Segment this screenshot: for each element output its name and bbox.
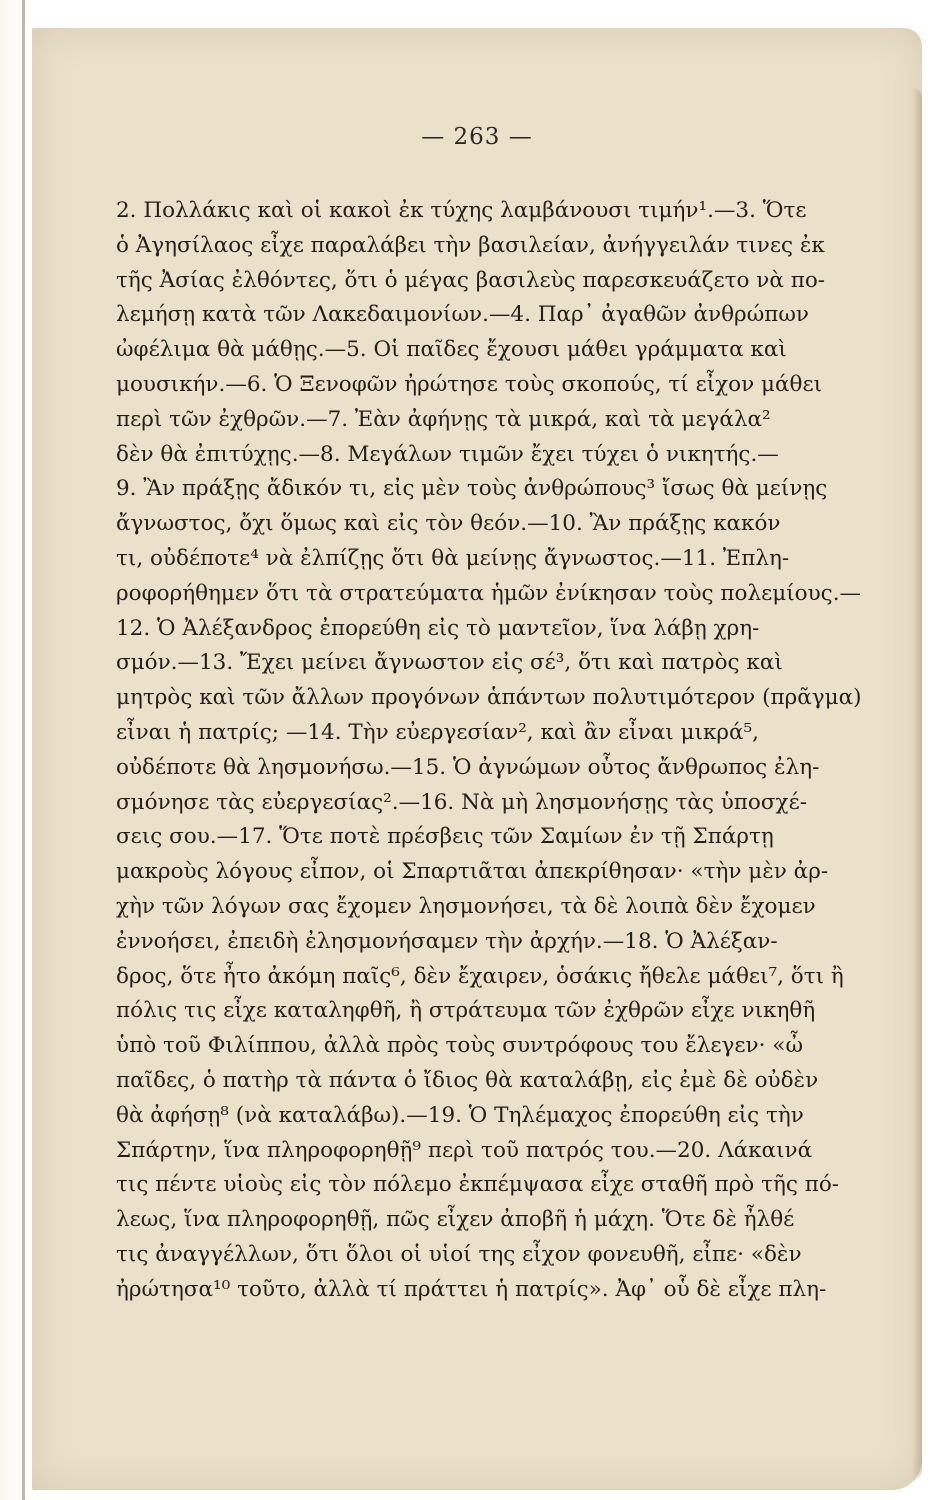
book-page [32, 28, 922, 1490]
text-line: μουσικήν.—6. Ὁ Ξενοφῶν ἠρώτησε τοὺς σκοπούς, τί εἶχον μάθει [116, 371, 823, 397]
text-line: περὶ τῶν ἐχθρῶν.—7. Ἐὰν ἀφήνῃς τὰ μικρά, καὶ τὰ μεγάλα² [116, 406, 771, 432]
text-line: ἐννοήσει, ἐπειδὴ ἐλησμονήσαμεν τὴν ἀρχήν.—18. Ὁ Ἀλέξαν- [116, 928, 778, 954]
text-line: δρος, ὅτε ἦτο ἀκόμη παῖς⁶, δὲν ἔχαιρεν, ὁσάκις ἤθελε μάθει⁷, ὅτι ἢ [116, 963, 844, 989]
gutter-shadow-line [22, 0, 25, 1500]
text-line: λεως, ἵνα πληροφορηθῇ, πῶς εἶχεν ἀποβῆ ἡ μάχη. Ὅτε δὲ ἦλθέ [116, 1207, 795, 1233]
text-line: τι, οὐδέποτε⁴ νὰ ἐλπίζῃς ὅτι θὰ μείνῃς ἄγνωστος.—11. Ἐπλη- [116, 545, 790, 571]
text-line: λεμήσῃ κατὰ τῶν Λακεδαιμονίων.—4. Παρ᾽ ἀγαθῶν ἀνθρώπων [116, 302, 809, 328]
body-text [116, 194, 896, 1308]
text-line: δὲν θὰ ἐπιτύχῃς.—8. Μεγάλων τιμῶν ἔχει τύχει ὁ νικητής.— [116, 441, 779, 467]
text-line: 2. Πολλάκις καὶ οἱ κακοὶ ἐκ τύχης λαμβάνουσι τιμήν¹.—3. Ὅτε [116, 198, 807, 223]
text-line: ὠφέλιμα θὰ μάθῃς.—5. Οἱ παῖδες ἔχουσι μάθει γράμματα καὶ [116, 337, 787, 363]
book-binding-gutter [0, 0, 30, 1500]
text-line: σμόν.—13. Ἔχει μείνει ἄγνωστον εἰς σέ³, ὅτι καὶ πατρὸς καὶ [116, 650, 783, 676]
text-line: ἄγνωστος, ὄχι ὅμως καὶ εἰς τὸν θεόν.—10. Ἂν πράξῃς κακόν [116, 511, 781, 537]
text-line: εἶναι ἡ πατρίς; —14. Τὴν εὐεργεσίαν², καὶ ἂν εἶναι μικρά⁵, [116, 719, 759, 745]
text-line: 9. Ἂν πράξῃς ἄδικόν τι, εἰς μὲν τοὺς ἀνθρώπους³ ἴσως θὰ μείνῃς [116, 476, 828, 502]
text-line: μακροὺς λόγους εἶπον, οἱ Σπαρτιᾶται ἀπεκρίθησαν· «τὴν μὲν ἀρ- [116, 859, 829, 885]
text-line: ὁ Ἀγησίλαος εἶχε παραλάβει τὴν βασιλείαν, ἀνήγγειλάν τινες ἐκ [116, 232, 825, 258]
text-line: 12. Ὁ Ἀλέξανδρος ἐπορεύθη εἰς τὸ μαντεῖον, ἵνα λάβῃ χρη- [116, 615, 760, 641]
text-line: παῖδες, ὁ πατὴρ τὰ πάντα ὁ ἴδιος θὰ καταλάβῃ, εἰς ἐμὲ δὲ οὐδὲν [116, 1067, 819, 1093]
text-line: ροφορήθημεν ὅτι τὰ στρατεύματα ἡμῶν ἐνίκησαν τοὺς πολεμίους.— [116, 580, 862, 606]
text-line: τις πέντε υἱοὺς εἰς τὸν πόλεμο ἐκπέμψασα εἶχε σταθῆ πρὸ τῆς πό- [116, 1172, 840, 1198]
text-line: σεις σου.—17. Ὅτε ποτὲ πρέσβεις τῶν Σαμίων ἐν τῇ Σπάρτῃ [116, 824, 774, 850]
text-line: τῆς Ἀσίας ἐλθόντες, ὅτι ὁ μέγας βασιλεὺς παρεσκευάζετο νὰ πο- [116, 267, 826, 293]
page-edge-shadow [912, 88, 922, 1480]
text-line: χὴν τῶν λόγων σας ἔχομεν λησμονήσει, τὰ δὲ λοιπὰ δὲν ἔχομεν [116, 893, 816, 919]
text-line: τις ἀναγγέλλων, ὅτι ὅλοι οἱ υἱοί της εἶχον φονευθῆ, εἶπε· «δὲν [116, 1241, 802, 1267]
text-line: σμόνησε τὰς εὐεργεσίας².—16. Νὰ μὴ λησμονήσῃς τὰς ὑποσχέ- [116, 789, 807, 815]
text-line: θὰ ἀφήσῃ⁸ (νὰ καταλάβω).—19. Ὁ Τηλέμαχος ἐπορεύθη εἰς τὴν [116, 1102, 804, 1128]
text-line: πόλις τις εἶχε καταληφθῆ, ἢ στράτευμα τῶν ἐχθρῶν εἶχε νικηθῆ [116, 998, 816, 1024]
text-line: Σπάρτην, ἵνα πληροφορηθῇ⁹ περὶ τοῦ πατρός του.—20. Λάκαινά [116, 1137, 813, 1163]
text-line: ἠρώτησα¹⁰ τοῦτο, ἀλλὰ τί πράττει ἡ πατρίς». Ἀφ᾽ οὗ δὲ εἶχε πλη- [116, 1276, 827, 1302]
text-line: ὑπὸ τοῦ Φιλίππου, ἀλλὰ πρὸς τοὺς συντρόφους του ἔλεγεν· «ὦ [116, 1033, 803, 1059]
page-number: — 263 — [421, 124, 533, 150]
text-line: μητρὸς καὶ τῶν ἄλλων προγόνων ἁπάντων πολυτιμότερον (πρᾶγμα) [116, 685, 862, 711]
text-line: οὐδέποτε θὰ λησμονήσω.—15. Ὁ ἀγνώμων οὗτος ἄνθρωπος ἐλη- [116, 754, 820, 780]
